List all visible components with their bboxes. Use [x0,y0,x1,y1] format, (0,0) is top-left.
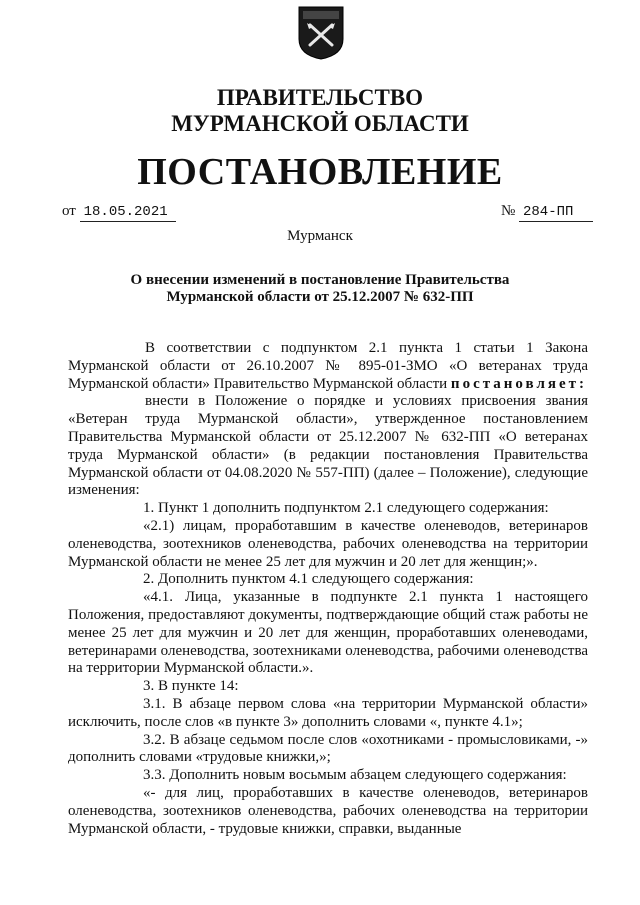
paragraph-item-3: 3. В пункте 14: [143,678,239,695]
paragraph-item-2-text: «4.1. Лица, указанные в подпункте 2.1 пункта 1 настоящего Положения, предоставляют документы, подтверждающие общий стаж работы не менее 25 лет для мужчин и 20 лет для женщин, проработавших оленеводами, ветеринарами оленеводства, зоотехниками оленеводства, рабочими оленеводства на территории Мурманской области.». [68,589,588,677]
preamble-text: В соответствии с подпунктом 2.1 пункта 1 статьи 1 Закона Мурманской области от 26.10.2007 № 895-01-ЗМО «О ветеранах труда Мурманской области» Правительство Мурманской области [68,340,588,392]
document-body [68,340,588,838]
document-date [62,202,176,222]
resolves-word: постановляет: [450,375,587,392]
coat-of-arms-emblem [297,5,345,61]
city-name: Мурманск [287,228,353,244]
number-prefix: № [500,203,516,219]
document-type-title: ПОСТАНОВЛЕНИЕ [137,151,503,193]
paragraph-preamble [68,340,588,393]
subject-line1: О внесении изменений в постановление Правительства [130,272,510,288]
organization-name-line2: МУРМАНСКОЙ ОБЛАСТИ [171,111,469,136]
paragraph-item-1-text: «2.1) лицам, проработавшим в качестве оленеводов, ветеринаров оленеводства, зоотехников оленеводства, рабочих оленеводства на территории Мурманской области не менее 25 лет для мужчин и 20 лет для женщин;». [68,517,588,570]
paragraph-item-3-3-text: «- для лиц, проработавших в качестве оленеводов, ветеринаров оленеводства, зоотехников оленеводства, рабочих оленеводства на территории Мурманской области, - трудовые книжки, справки, выданные [68,784,588,837]
document-subject [90,272,550,306]
subject-line2: Мурманской области от 25.12.2007 № 632-ПП [166,289,474,305]
organization-name-line1: ПРАВИТЕЛЬСТВО [216,85,424,110]
date-value: 18.05.2021 [80,203,176,222]
paragraph-item-1: 1. Пункт 1 дополнить подпунктом 2.1 следующего содержания: [143,500,549,517]
paragraph-item-2: 2. Дополнить пунктом 4.1 следующего содержания: [143,571,474,588]
number-value: 284-ПП [519,203,593,222]
paragraph-item-3-3: 3.3. Дополнить новым восьмым абзацем следующего содержания: [143,767,567,784]
date-prefix: от [62,203,76,219]
paragraph-item-3-2: 3.2. В абзаце седьмом после слов «охотниками - промысловиками, -» дополнить словами «трудовые книжки,»; [68,731,588,766]
document-number [501,202,593,222]
paragraph-amend-intro: внести в Положение о порядке и условиях присвоения звания «Ветеран труда Мурманской области», утвержденное постановлением Правительства Мурманской области от 25.12.2007 № 632-ПП «О ветеранах труда Мурманской области» (в редакции постановления Правительства Мурманской области от 04.08.2020 № 557-ПП) (далее – Положение), следующие изменения: [68,393,588,499]
paragraph-item-3-1: 3.1. В абзаце первом слова «на территории Мурманской области» исключить, после слов «в пункте 3» дополнить словами «, пункте 4.1»; [68,695,588,730]
